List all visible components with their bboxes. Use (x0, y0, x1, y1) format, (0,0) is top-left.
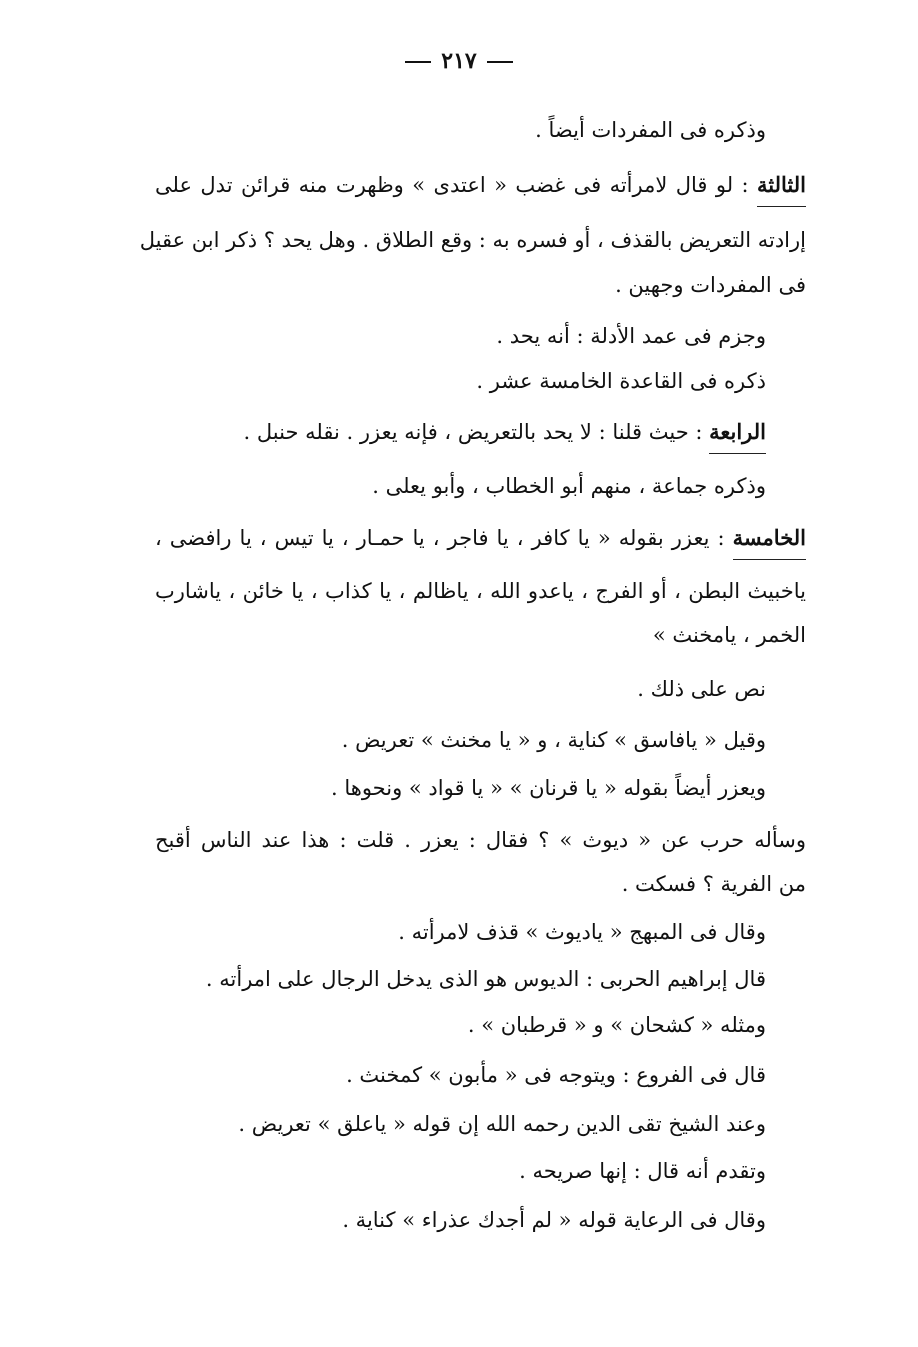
text-line-19: ومثله « كشحان » و « قرطبان » . (467, 1013, 766, 1037)
text-line-5: وجزم فى عمد الأدلة : أنه يحد . (496, 324, 766, 348)
section-heading-fifth: الخامسة (732, 525, 806, 550)
text-line-23: وقال فى الرعاية قوله « لم أجدك عذراء » كناية . (342, 1208, 766, 1232)
text-line-10: ياخبيث البطن ، أو الفرج ، ياعدو الله ، ياظالم ، يا كذاب ، يا خائن ، ياشارب (155, 579, 806, 603)
text-line-20: قال فى الفروع : ويتوجه فى « مأبون » كمخنث . (346, 1063, 766, 1087)
text-line-1: وذكره فى المفردات أيضاً . (535, 118, 766, 142)
text-line-16: من الفرية ؟ فسكت . (621, 872, 806, 896)
page-number (0, 48, 918, 74)
page-number-dash-left (405, 61, 431, 63)
text-line-21: وعند الشيخ تقى الدين رحمه الله إن قوله « ياعلق » تعريض . (238, 1112, 766, 1136)
page-number-dash-right (487, 61, 513, 63)
text-line-3: إرادته التعريض بالقذف ، أو فسره به : وقع الطلاق . وهل يحد ؟ ذكر ابن عقيل (139, 228, 806, 252)
text-line-9: الخامسة : يعزر بقوله « يا كافر ، يا فاجر ، يا حمـار ، يا تيس ، يا رافضى ، (155, 525, 806, 550)
page-number-text: ٢١٧ (441, 48, 477, 74)
text-line-7: الرابعة : حيث قلنا : لا يحد بالتعريض ، فإنه يعزر . نقله حنبل . (243, 419, 766, 444)
text-line-15: وسأله حرب عن « ديوث » ؟ فقال : يعزر . قلت : هذا عند الناس أقبح (155, 828, 806, 852)
text-line-6: ذكره فى القاعدة الخامسة عشر . (476, 369, 766, 393)
text-line-14: ويعزر أيضاً بقوله « يا قرنان » « يا قواد » ونحوها . (331, 776, 766, 800)
section-heading-fourth: الرابعة (709, 419, 766, 444)
text-line-17: وقال فى المبهج « ياديوث » قذف لامرأته . (398, 920, 766, 944)
text-line-13: وقيل « يافاسق » كناية ، و « يا مخنث » تعريض . (341, 728, 766, 752)
text-line-22: وتقدم أنه قال : إنها صريحه . (519, 1159, 766, 1183)
text-line-2: الثالثة : لو قال لامرأته فى غضب « اعتدى » وظهرت منه قرائن تدل على (155, 172, 806, 197)
text-line-12: نص على ذلك . (637, 677, 766, 701)
text-line-8: وذكره جماعة ، منهم أبو الخطاب ، وأبو يعلى . (372, 474, 766, 498)
text-line-4: فى المفردات وجهين . (615, 273, 806, 297)
text-line-18: قال إبراهيم الحربى : الديوس هو الذى يدخل الرجال على امرأته . (205, 967, 766, 991)
section-heading-third: الثالثة (757, 172, 806, 197)
text-line-11: الخمر ، يامخنث » (652, 623, 806, 647)
